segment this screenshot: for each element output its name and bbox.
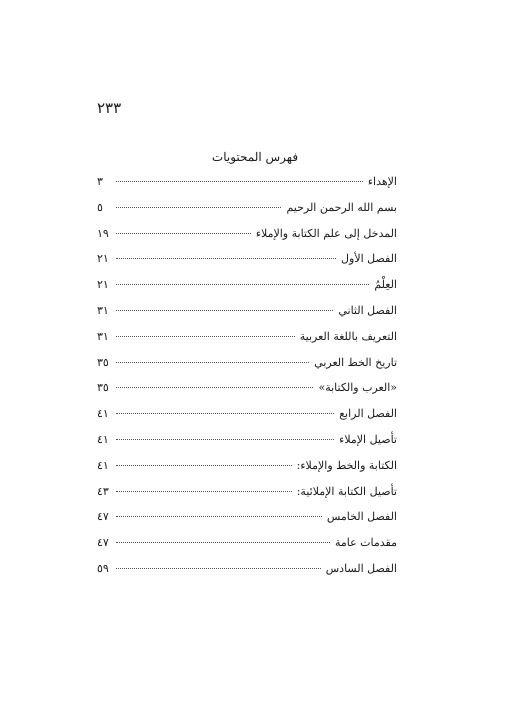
toc-entry <box>97 536 397 562</box>
toc-entry <box>97 330 397 356</box>
dot-leader <box>116 336 295 337</box>
toc-entry <box>97 175 397 201</box>
toc-title: فهرس المحتويات <box>211 150 299 164</box>
toc-entry <box>97 459 397 485</box>
toc-entry-label: «العرب والكتابة» <box>318 381 397 395</box>
toc-entry-label: تأصيل الإملاء <box>339 432 397 446</box>
dot-leader <box>116 181 363 182</box>
toc-entry-page: ٤١ <box>97 458 109 472</box>
toc-entry <box>97 485 397 511</box>
dot-leader <box>116 207 281 208</box>
dot-leader <box>116 258 336 259</box>
toc-list <box>97 175 397 588</box>
toc-entry-label: بسم الله الرحمن الرحيم <box>286 200 397 214</box>
toc-entry-page: ٤٧ <box>97 536 109 550</box>
dot-leader <box>116 542 330 543</box>
toc-entry-page: ٤١ <box>97 432 109 446</box>
toc-entry-label: تاريخ الخط العربي <box>314 355 397 369</box>
toc-entry <box>97 278 397 304</box>
dot-leader <box>116 284 369 285</box>
dot-leader <box>116 516 322 517</box>
toc-entry-page: ٢١ <box>97 252 109 266</box>
dot-leader <box>116 362 309 363</box>
dot-leader <box>116 491 292 492</box>
toc-entry-label: التعريف باللغة العربية <box>299 329 397 343</box>
toc-entry <box>97 562 397 588</box>
toc-entry-page: ٤٧ <box>97 510 109 524</box>
dot-leader <box>116 233 251 234</box>
dot-leader <box>116 310 333 311</box>
toc-entry-page: ٣١ <box>97 303 109 317</box>
dot-leader <box>116 568 321 569</box>
toc-entry <box>97 356 397 382</box>
toc-entry <box>97 252 397 278</box>
toc-entry-label: الإهداء <box>367 175 397 188</box>
toc-entry <box>97 227 397 253</box>
toc-entry-page: ٤١ <box>97 407 109 421</box>
dot-leader <box>116 387 313 388</box>
toc-entry-page: ٢١ <box>97 278 109 292</box>
toc-entry-label: تأصيل الكتابة الإملائية: <box>296 484 397 498</box>
toc-entry-label: الكتابة والخط والإملاء: <box>296 458 397 472</box>
toc-entry <box>97 510 397 536</box>
toc-entry-page: ٣٥ <box>97 381 109 395</box>
dot-leader <box>116 439 334 440</box>
toc-entry-page: ٣١ <box>97 329 109 343</box>
toc-entry <box>97 381 397 407</box>
toc-entry-label: المدخل إلى علم الكتابة والإملاء <box>255 226 397 240</box>
toc-entry <box>97 304 397 330</box>
toc-entry <box>97 201 397 227</box>
toc-entry-page: ١٩ <box>97 226 109 240</box>
toc-entry-page: ٣ <box>97 175 103 188</box>
toc-entry-label: الفصل الأول <box>341 252 397 266</box>
toc-entry-page: ٤٣ <box>97 484 109 498</box>
dot-leader <box>116 465 292 466</box>
toc-entry-label: مقدمات عامة <box>334 536 397 550</box>
toc-entry-label: العِلْمُ <box>374 278 397 292</box>
toc-entry-page: ٥٩ <box>97 561 109 575</box>
page-number: ٢٣٣ <box>97 99 122 117</box>
toc-entry-label: الفصل الخامس <box>326 510 397 524</box>
toc-entry-page: ٣٥ <box>97 355 109 369</box>
dot-leader <box>116 413 334 414</box>
toc-entry-label: الفصل الرابع <box>339 407 397 421</box>
toc-entry <box>97 433 397 459</box>
toc-entry-page: ٥ <box>97 200 103 214</box>
toc-entry-label: الفصل الثاني <box>338 303 397 317</box>
toc-entry <box>97 407 397 433</box>
toc-entry-label: الفصل السادس <box>325 561 397 575</box>
